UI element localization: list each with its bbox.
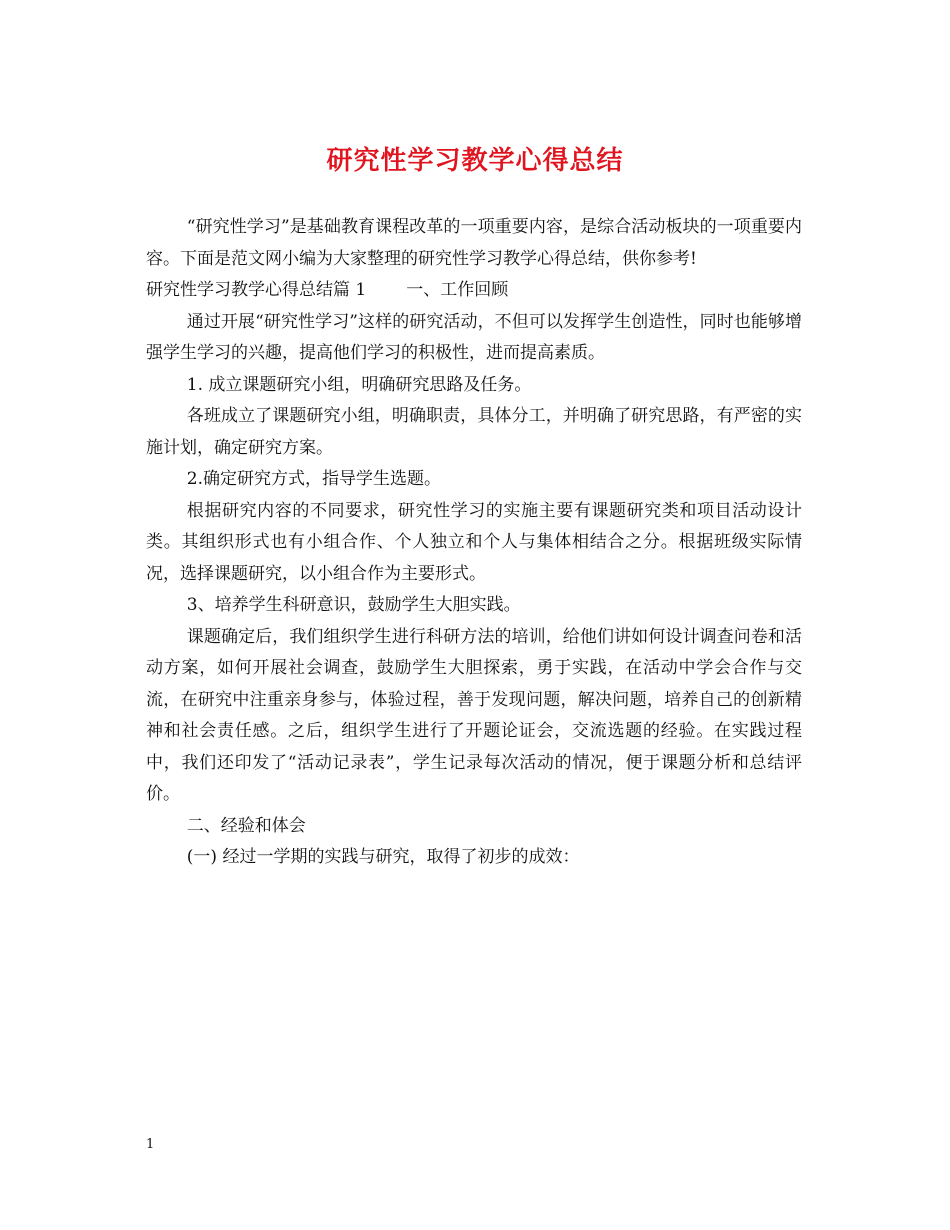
list-heading: 1. 成立课题研究小组，明确研究思路及任务。 bbox=[186, 374, 532, 395]
page-number: 1 bbox=[146, 1137, 155, 1152]
paragraph: 各班成立了课题研究小组，明确职责，具体分工，并明确了研究思路，有严密的实施计划，确定研究方案。 bbox=[146, 406, 802, 458]
list-heading: 3、培养学生科研意识，鼓励学生大胆实践。 bbox=[186, 595, 521, 615]
section-heading-experience: 二、经验和体会 bbox=[186, 815, 306, 836]
paragraph: 课题确定后，我们组织学生进行科研方法的培训，给他们讲如何设计调查问卷和活动方案，如何开展社会调查，鼓励学生大胆探索，勇于实践，在活动中学会合作与交流，在研究中注重亲身参与，体验过程，善于发现问题，解决问题，培养自己的创新精神和社会责任感。之后，组织学生进行了开题论证会，交流选题的经验。在实践过程中，我们还印发了“活动记录表”，学生记录每次活动的情况，便于课题分析和总结评价。 bbox=[146, 626, 802, 804]
intro-paragraph: “研究性学习”是基础教育课程改革的一项重要内容，是综合活动板块的一项重要内容。下面是范文网小编为大家整理的研究性学习教学心得总结，供你参考! bbox=[146, 217, 802, 269]
document-body bbox=[146, 212, 802, 874]
paragraph: 通过开展“研究性学习”这样的研究活动，不但可以发挥学生创造性，同时也能够增强学生学习的兴趣，提高他们学习的积极性，进而提高素质。 bbox=[146, 311, 802, 363]
section-heading bbox=[146, 275, 802, 307]
list-heading: (一) 经过一学期的实践与研究，取得了初步的成效： bbox=[186, 847, 580, 867]
section-heading-title: 研究性学习教学心得总结篇 1 bbox=[146, 280, 367, 300]
document-title: 研究性学习教学心得总结 bbox=[326, 146, 624, 176]
section-heading-subtitle: 一、工作回顾 bbox=[406, 280, 509, 300]
paragraph: 根据研究内容的不同要求，研究性学习的实施主要有课题研究类和项目活动设计类。其组织形式也有小组合作、个人独立和个人与集体相结合之分。根据班级实际情况，选择课题研究，以小组合作为主要形式。 bbox=[146, 500, 802, 584]
list-heading: 2.确定研究方式，指导学生选题。 bbox=[186, 469, 442, 489]
